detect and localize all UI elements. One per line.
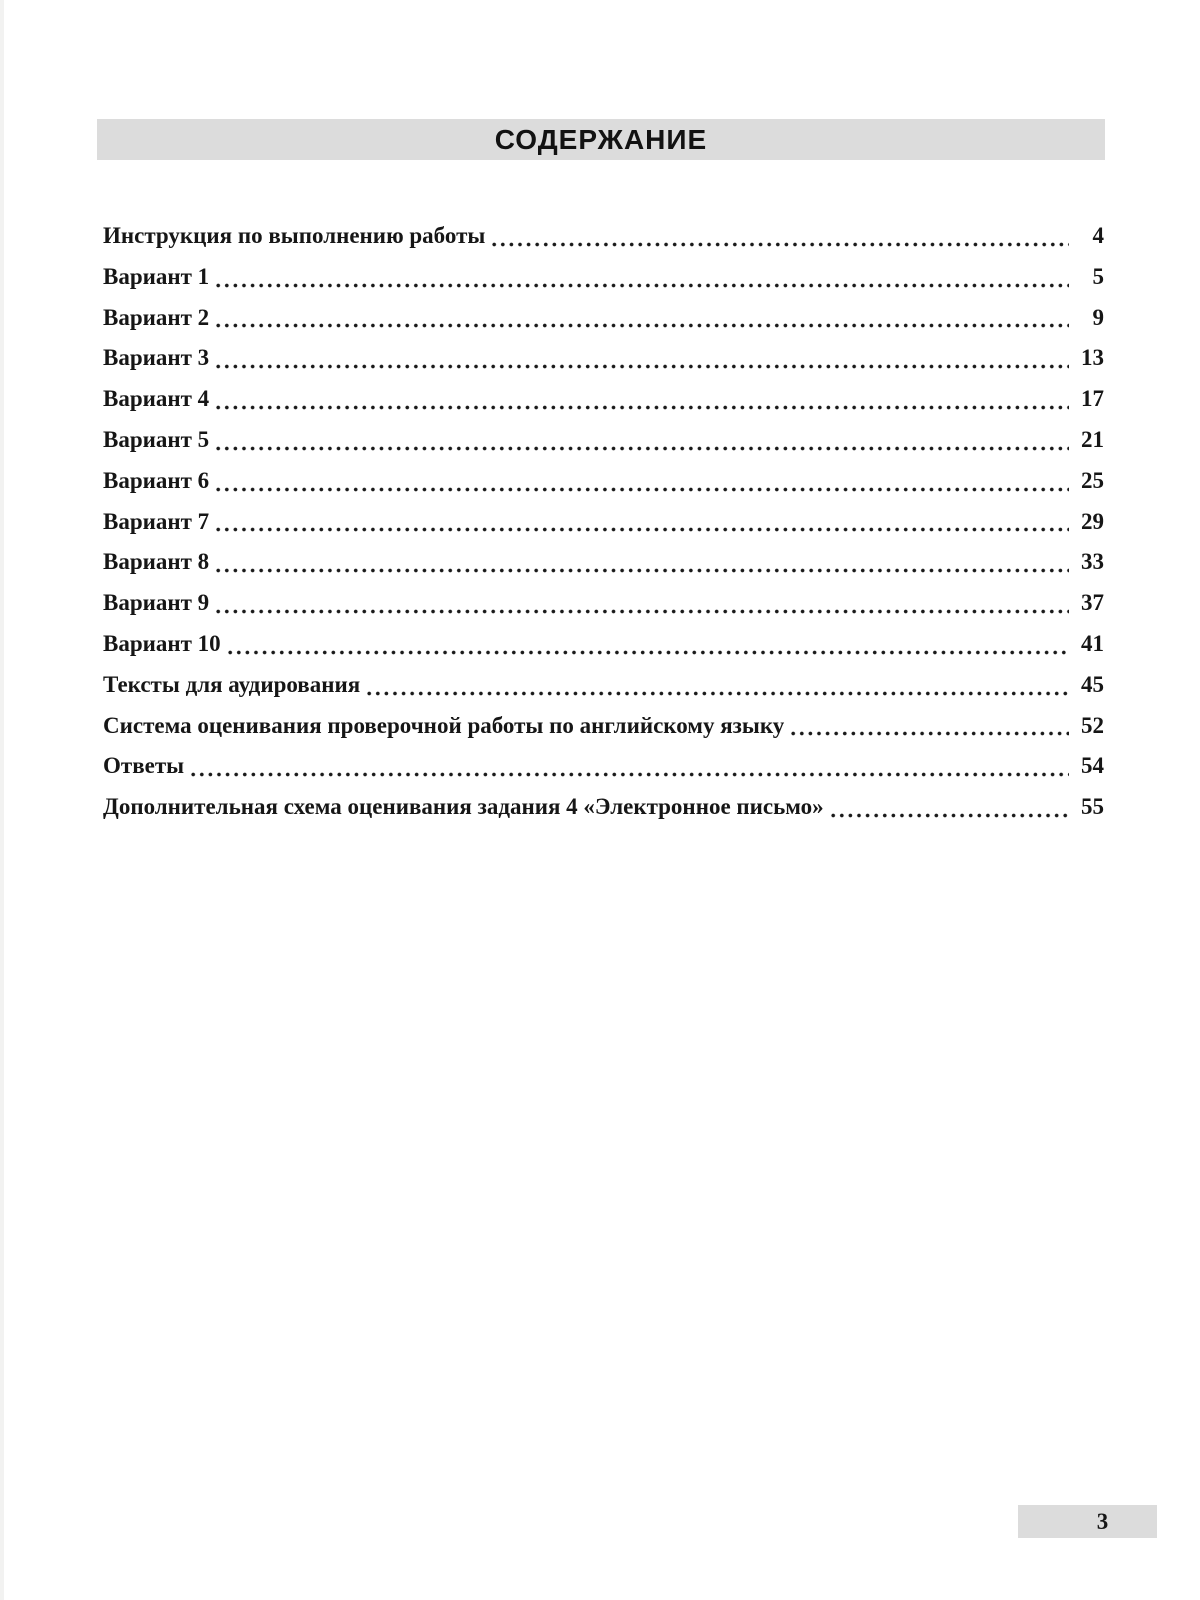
toc-entry-title: Вариант 1: [103, 263, 210, 289]
toc-entry: [103, 298, 1104, 339]
toc-leader-dots: [191, 772, 1069, 777]
toc-entry-title: Дополнительная схема оценивания задания 4 «Электронное письмо»: [103, 794, 824, 820]
toc-entry-page: 52: [1081, 712, 1104, 738]
toc-leader-dots: [216, 487, 1069, 492]
toc-entry-page: 37: [1081, 590, 1104, 616]
toc-entry: [103, 746, 1104, 787]
toc-entry: [103, 624, 1104, 665]
toc-entry: [103, 420, 1104, 461]
toc-leader-dots: [791, 731, 1069, 736]
toc-leader-dots: [216, 527, 1069, 532]
toc-entry-title: Вариант 8: [103, 549, 210, 575]
page-title: СОДЕРЖАНИЕ: [494, 123, 708, 155]
toc-leader-dots: [216, 283, 1069, 288]
toc-entry: [103, 502, 1104, 543]
toc-leader-dots: [216, 568, 1069, 573]
toc-entry-page: 13: [1081, 345, 1104, 371]
toc-entry: [103, 379, 1104, 420]
toc-entry-page: 45: [1081, 671, 1104, 697]
toc-entry-page: 25: [1081, 467, 1104, 493]
toc-entry-title: Вариант 7: [103, 508, 210, 534]
toc-leader-dots: [831, 813, 1069, 818]
toc-entry-page: 4: [1092, 223, 1104, 248]
toc-entry-title: Ответы: [103, 753, 185, 779]
toc-entry: [103, 706, 1104, 747]
toc-entry-page: 17: [1081, 386, 1104, 412]
toc-entry: [103, 216, 1104, 257]
toc-leader-dots: [216, 609, 1069, 614]
toc-leader-dots: [228, 650, 1069, 655]
toc-entry-page: 55: [1081, 794, 1104, 820]
toc-leader-dots: [216, 323, 1069, 328]
toc-entry-title: Вариант 3: [103, 345, 210, 371]
toc-list: [103, 216, 1104, 828]
toc-entry-page: 9: [1092, 304, 1104, 330]
toc-entry-title: Инструкция по выполнению работы: [103, 223, 486, 248]
toc-entry-page: 5: [1092, 263, 1104, 289]
toc-entry-page: 41: [1081, 630, 1104, 656]
toc-leader-dots: [216, 446, 1069, 451]
toc-entry-title: Тексты для аудирования: [103, 671, 361, 697]
toc-entry-page: 33: [1081, 549, 1104, 575]
toc-entry: [103, 583, 1104, 624]
scan-edge-artifact: [0, 0, 4, 1600]
toc-leader-dots: [216, 405, 1069, 410]
toc-entry-title: Вариант 2: [103, 304, 210, 330]
toc-entry: [103, 542, 1104, 583]
toc-entry: [103, 665, 1104, 706]
footer-page-number: 3: [1096, 1508, 1109, 1534]
toc-leader-dots: [216, 364, 1069, 369]
toc-entry-page: 54: [1081, 753, 1104, 779]
toc-entry: [103, 257, 1104, 298]
toc-entry-title: Вариант 10: [103, 630, 221, 656]
toc-entry-page: 21: [1081, 426, 1104, 452]
toc-entry: [103, 338, 1104, 379]
footer-page-number-box: [1018, 1505, 1157, 1538]
toc-entry-title: Система оценивания проверочной работы по английскому языку: [103, 712, 785, 738]
toc-entry-title: Вариант 9: [103, 590, 210, 616]
toc-leader-dots: [367, 691, 1069, 696]
contents-header-bar: [97, 119, 1105, 160]
toc-entry-page: 29: [1081, 508, 1104, 534]
toc-leader-dots: [492, 242, 1069, 247]
toc-entry: [103, 461, 1104, 502]
toc-entry-title: Вариант 5: [103, 426, 210, 452]
toc-entry: [103, 787, 1104, 828]
toc-entry-title: Вариант 6: [103, 467, 210, 493]
toc-entry-title: Вариант 4: [103, 386, 210, 412]
